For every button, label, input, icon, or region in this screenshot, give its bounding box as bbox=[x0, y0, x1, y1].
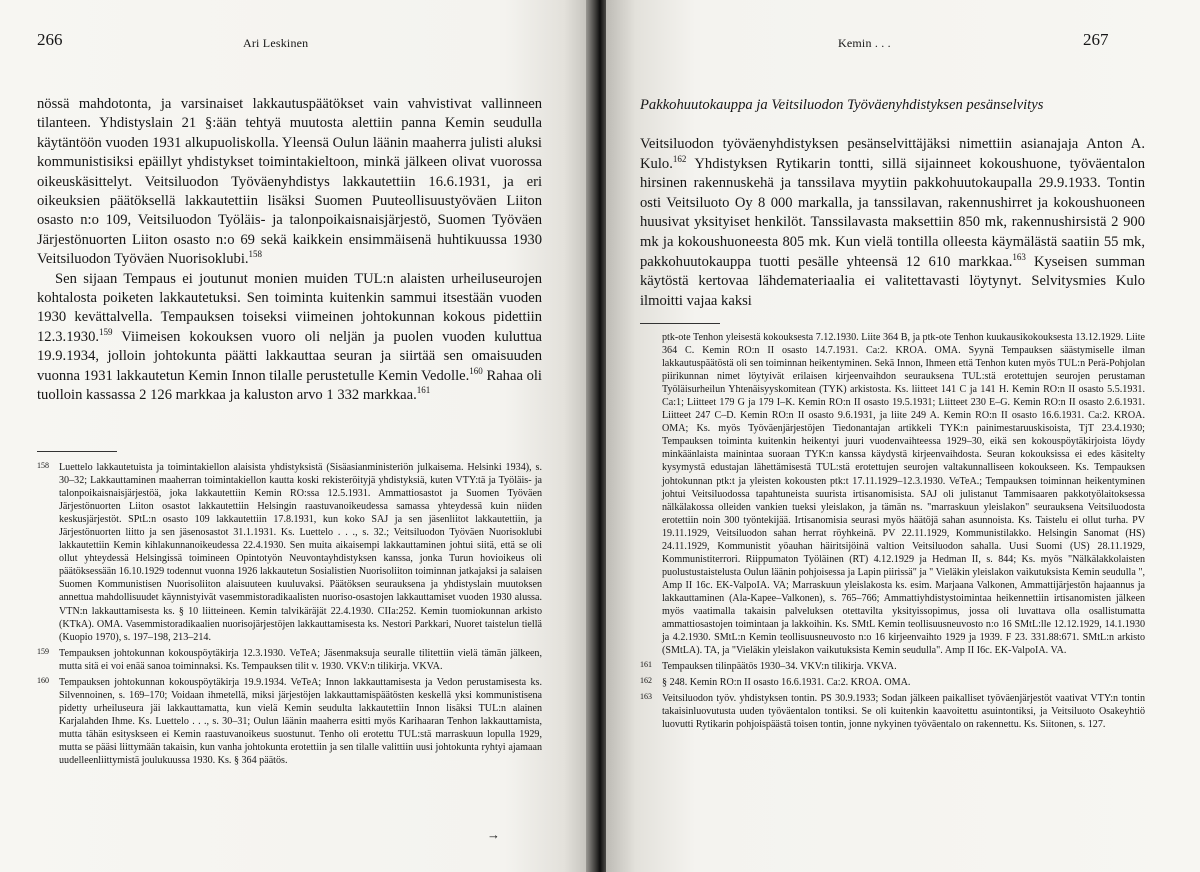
paragraph: nössä mahdotonta, ja varsinaiset lakkautuspäätökset vain vahvistivat vallinneen tilanteen. Yhdistyslain 21 §:ään tehtyä muutosta alettiin panna Kemin seudulla käytäntöön vuoden 1931 alkupuoliskolla. Yleensä Oulun läänin maaherra julisti aluksi kommunistisiksi epäillyt yhdistykset toimintakieltoon, minkä jälkeen olivat vuorossa oikeuskäsittelyt. Veitsiluodon Työväenyhdistys lakkautettiin 16.6.1931, ja eri oikeuksien päätöksellä lakkautettiin lisäksi Suomen Puuteollisuustyöväen Liiton osasto n:o 109, Veitsiluodon Työläis- ja talonpoikaisnaisjärjestö, Suomen Työväen Järjestönuorten Liiton osasto n:o 69 sekä kaikkein ensimmäisenä huhtikuussa 1930 Veitsiluodon Työväen Nuorisoklubi.$^{158}$ bbox=[37, 96, 542, 268]
footnotes bbox=[640, 331, 1145, 732]
continuation-arrow: → bbox=[487, 827, 500, 842]
footnote-160: 160 Tempauksen johtokunnan kokouspöytäkirja 19.9.1934. VeTeA; Innon lakkauttamisesta ja Vedon perustamisesta ks. Silvennoinen, s. 169–170; Voidaan ihmetellä, miksi järjestöjen lakkauttamispäätösten keskellä yksi kommunistisena pidetty urheiluseura jäi lakkauttamatta, kun vielä Kemin seudulta lakkautettiin Innon lisäksi TUL:n alainen Karjalahden Ihme. Ks. Luettelo . . ., s. 30–31; Oulun läänin maaherra esitti myös Karihaaran Tenhon lakkauttamista, mutta tähän esityskseen ei Kemin raastuvanoikeus suostunut. Tenho oli erotettu TUL:stä marraskuun lopulla 1929, mutta se pääsi liittymään takaisin, kun vanha johtokunta erotettiin ja sen tilalle valittiin uusi johtokunta ryhtyi ajamaan uudelleenliittymistä joulukuussa 1930. Ks. § 364 päätös. bbox=[37, 675, 542, 767]
right-page bbox=[606, 0, 1200, 872]
paragraph: Sen sijaan Tempaus ei joutunut monien muiden TUL:n alaisten urheiluseurojen kohtalosta poiketen lakkautetuksi. Sen toiminta kuitenkin sammui itsestään vuoden 1930 kevättalvella. Tempauksen toiseksi viimeinen johtokunnan kokous pidettiin 12.3.1930.$^{159}$ Viimeisen kokouksen vuoro oli neljän ja puolen vuoden kuluttua 19.9.1934, jolloin johtokunta päätti lakkauttaa seuran ja siirtää sen omaisuuden vuonna 1931 lakkautetun Kemin Innon tilalle perustetulle Kemin Vedolle.$^{160}$ Rahaa oli tuolloin kassassa 2 126 markkaa ja kaluston arvo 1 332 markkaa.$^{161}$ bbox=[37, 270, 542, 404]
running-head: Kemin . . . bbox=[838, 36, 891, 50]
footnotes bbox=[37, 459, 542, 768]
page-number: 267 bbox=[1083, 30, 1109, 49]
footnote-rule bbox=[640, 323, 720, 324]
footnote-continuation: ptk-ote Tenhon yleisestä kokouksesta 7.12.1930. Liite 364 B, ja ptk-ote Tenhon kuukausikokouksesta 13.12.1929. Liite 364 C. Kemin RO:n II osasto 14.7.1931. Ca:2. KROA. OMA. Syynä Tempauksen säästymiselle ilman lakkautuspäätöstä oli sen toiminnan heikentyminen. Sekä Innon, Ihmeen että Tenhon kuten myös TUL:n Perä-Pohjolan piirikunnan nimet löytyivät erilaisen kirjeenvaihdon seurauksena TUL:stä erotettujen seurojen perustaman Työläisurheilun Yhtenäisyyskomitean (TYK) arkistosta. Ks. liitteet 141 C ja 141 H. Kemin RO:n II osasto 5.5.1931. Ca:1; Liitteet 179 G ja 179 I–K. Kemin RO:n II osasto 19.5.1931; Liitteet 230 E–G. Kemin RO:n II osasto 2.6.1931. Liitteet 247 C–D. Kemin RO:n II osasto 9.6.1931, ja liite 249 A. Kemin RO:n II osasto 16.6.1931. Ca:2. KROA. OMA; Ks. myös Työväenjärjestöjen Tiedonantajan artikkeli TYK:n painimestaruuskisoista, TjT 23.4.1930; Tempauksen toiminta kuitenkin heikentyi juuri vuodenvaihteessa 1929–30, eikä sen kokouspöytäkirjoista löydy minkäänlaista mainintaa suoraan TYK:n kanssa käydystä kirjeenvaihdosta. Seuran kokouksissa ei edes käsitelty kysymystä edustajan lähettämisestä TUL:stä erotettujen seurojen valtakunnalliseen kokoukseen. Ks. Tempauksen johtokunnan ptk:t ja yleisten kokousten ptk:t 17.11.1929–12.3.1930. VeTeA.; Tempauksen toiminnan heikentyminen johtui Veitsiluodossa tapahtuneista suurista irtisanomisista. SAJ oli julistanut Tammisaaren pakkotyölaitoksessa nälkälakossa olleiden vankien tueksi yleislakon, ja tämän ns. "marraskuun yleislakon" seurauksena Veitsiluodosta erotettiin noin 300 työntekijää. Irtisanomisia seurasi myös häätöjä sahan asunnoista. Ks. Taistelu ei ollut turha. PV 19.11.1929, Veitsiluodon sahan herrat röyhkeinä. PV 22.11.1929, Kommunistilakko. Helsingin Sanomat (HS) 24.11.1929, Kommunistit yöauhan häiritsijöinä valtion Veitsiluodon sahalla. Uusi Suomi (US) 28.11.1929, Kommunistiterrori. Riippumaton Työläinen (RT) 4.12.1929 ja Hedman II, s. 844; Ks. myös "Nälkälakkolaisten puolustustaistelusta Oulun läänin pohjoisessa ja Lapin piirissä" ja " Vieläkin yleislakon vaikutuksista Kemin seudulla ", Amp II 16c. EK-ValpoIA. VA; Marraskuun yleislakosta ks. esim. Marjaana Valkonen, Ammattijärjestön hajaannus ja lakkauttaminen (Ala-Kapee–Valkonen), s. 765–766; Ammattiyhdistystoimintaa heikennettiin irtisanomisten jälkeen myös vaatimalla takaisin palveluksen otettavilta yksityissopimus, jossa oli luvattava olla osallistumatta ammattiosastojen toimintaan ja lakkoihin. Ks. SMtL Kemin teollisuusneuvosto n:o 16 SMtL:lle 12.12.1929, 14.1.1930 ja 4.2.1930. SMtL:n Kemin teollisuusneuvosto n:o 16 kirjeenvaihto 1929 ja 1939. F 23. 331.88:671. SMtL:n arkisto (SMtLA). TA, ja "Vieläkin yleislakon vaikutuksista Kemin seudulla". Amp II I6c. EK-ValpoIA. VA. bbox=[662, 332, 1145, 657]
footnote-rule bbox=[37, 451, 117, 452]
running-head: Ari Leskinen bbox=[243, 36, 309, 50]
footnote-159: 159 Tempauksen johtokunnan kokouspöytäkirja 12.3.1930. VeTeA; Jäsenmaksuja seuralle tilitettiin vielä tämän jälkeen, mutta sitä ei voi enää sanoa toiminnaksi. Ks. Tempauksen tilit v. 1930. VKV:n tilikirja. VKVA. bbox=[37, 646, 542, 672]
main-text bbox=[640, 135, 1145, 311]
left-page bbox=[0, 0, 594, 872]
footnote-163: 163 Veitsiluodon työv. yhdistyksen tontin. PS 30.9.1933; Sodan jälkeen paikalliset työväenjärjestöt vaativat VTY:n tontin takaisinluovutusta uuden työväentalon tontiksi. Se oli kuitenkin kaavoitettu asuintontiksi, ja Veitsiluoto Osakeyhtiö luovutti Rytikarin pohjoispäästä toisen tontin, jonne nykyinen työväentalo on rakennettu. Ks. Siitonen, s. 127. bbox=[640, 692, 1145, 731]
paragraph: Veitsiluodon työväenyhdistyksen pesänselvittäjäksi nimettiin asianajaja Anton A. Kulo.$^{162}$ Yhdistyksen Rytikarin tontti, sillä sijainneet kokoushuone, työväentalon hirsinen rakennuskehä ja tanssilava myytiin pakkohuutokaupalla 29.9.1933. Tontin osti Veitsiluoto Oy 8 000 markalla, ja tanssilavan, rakennushirret ja kokoushuoneen huusivat yksityiset henkilöt. Tanssilavasta maksettiin 850 mk, rakennushirsistä 2 900 mk ja kokoushuoneesta 805 mk. Kun vielä tontilla olleesta käymälästä saatiin 55 mk, pakkohuutokauppa tuotti pesälle yhteensä 12 610 markkaa.$^{163}$ Kyseisen summan käytöstä kertovaa lähdemateriaalia ei valitettavasti löytynyt. Selvitysmies Kulo ilmoitti vajaa kaksi bbox=[640, 136, 1145, 309]
footnote-158: 158 Luettelo lakkautetuista ja toimintakiellon alaisista yhdistyksistä (Sisäasianministeriön julkaisema. Helsinki 1934), s. 30–32; Lakkauttaminen maaherran toimintakiellon kautta koski rekisteröityjä yhdistyksiä, kuten VTY:tä ja Työläis- ja talonpoikaisnaisjärjestöä, joka lakkautettiin Kemin RO:ssa 12.5.1931. Ammattiosastot ja Suomen Työväen Järjestönuorten Liiton osastot lakkautettiin Helsingin raastuvanoikeudessa samassa yhteydessä kuin niiden keskusjärjestöt. SPtL:n osasto 109 lakkautettiin 17.8.1931, kun koko SAJ ja sen jäsenliitot lakkautettiin, ja Järjestönuorten liitto ja sen jäsenosastot 31.1.1931. Ks. Luettelo . . ., s. 32.; Veitsiluodon Työväen Nuorisoklubi lakkautettiin Kemin kihlakunnanoikeudessa 22.4.1930. Sen muita aikaisempi lakkauttaminen johtui siitä, että se oli ollut yhteydessä Helsingissä toimineen Opintotyön Neuvontayhdistyksen kanssa, jonka Turun hovioikeus oli päätöksessään 16.10.1929 todennut vuonna 1926 lakkautetun Sosialistien Nuorisoliiton toiminnan jatkajaksi ja salaisen Suomen Kommunistisen Nuorisoliiton alaisuuteen kuuluvaksi. Päätöksen seurauksena ja yhdistyslain muutoksen annettua mahdollisuudet käynnistyivät vasemmistoradikaalisten nuoriso-osastojen lakkauttamiset vuoden 1930 alussa. VTN:n lakkauttamisesta ks. § 10 liitteineen. Kemin talvikäräjät 22.4.1930. CIIa:252. Kemin tuomiokunnan arkisto (KTkA). OMA. Vasemmistoradikaalien nuorisojärjestöjen lakkauttamisesta ks. Nestori Parkkari, Nuoret taistelun tiellä (Kuopio 1970), s. 197–198, 213–214. bbox=[37, 461, 542, 643]
footnote-161: 161 Tempauksen tilinpäätös 1930–34. VKV:n tilikirja. VKVA. bbox=[640, 660, 897, 673]
footnote-162: 162 § 248. Kemin RO:n II osasto 16.6.1931. Ca:2. KROA. OMA. bbox=[640, 676, 911, 689]
section-title: Pakkohuutokauppa ja Veitsiluodon Työväenyhdistyksen pesänselvitys bbox=[640, 97, 1044, 113]
page-number: 266 bbox=[37, 30, 63, 49]
main-text bbox=[37, 95, 542, 406]
